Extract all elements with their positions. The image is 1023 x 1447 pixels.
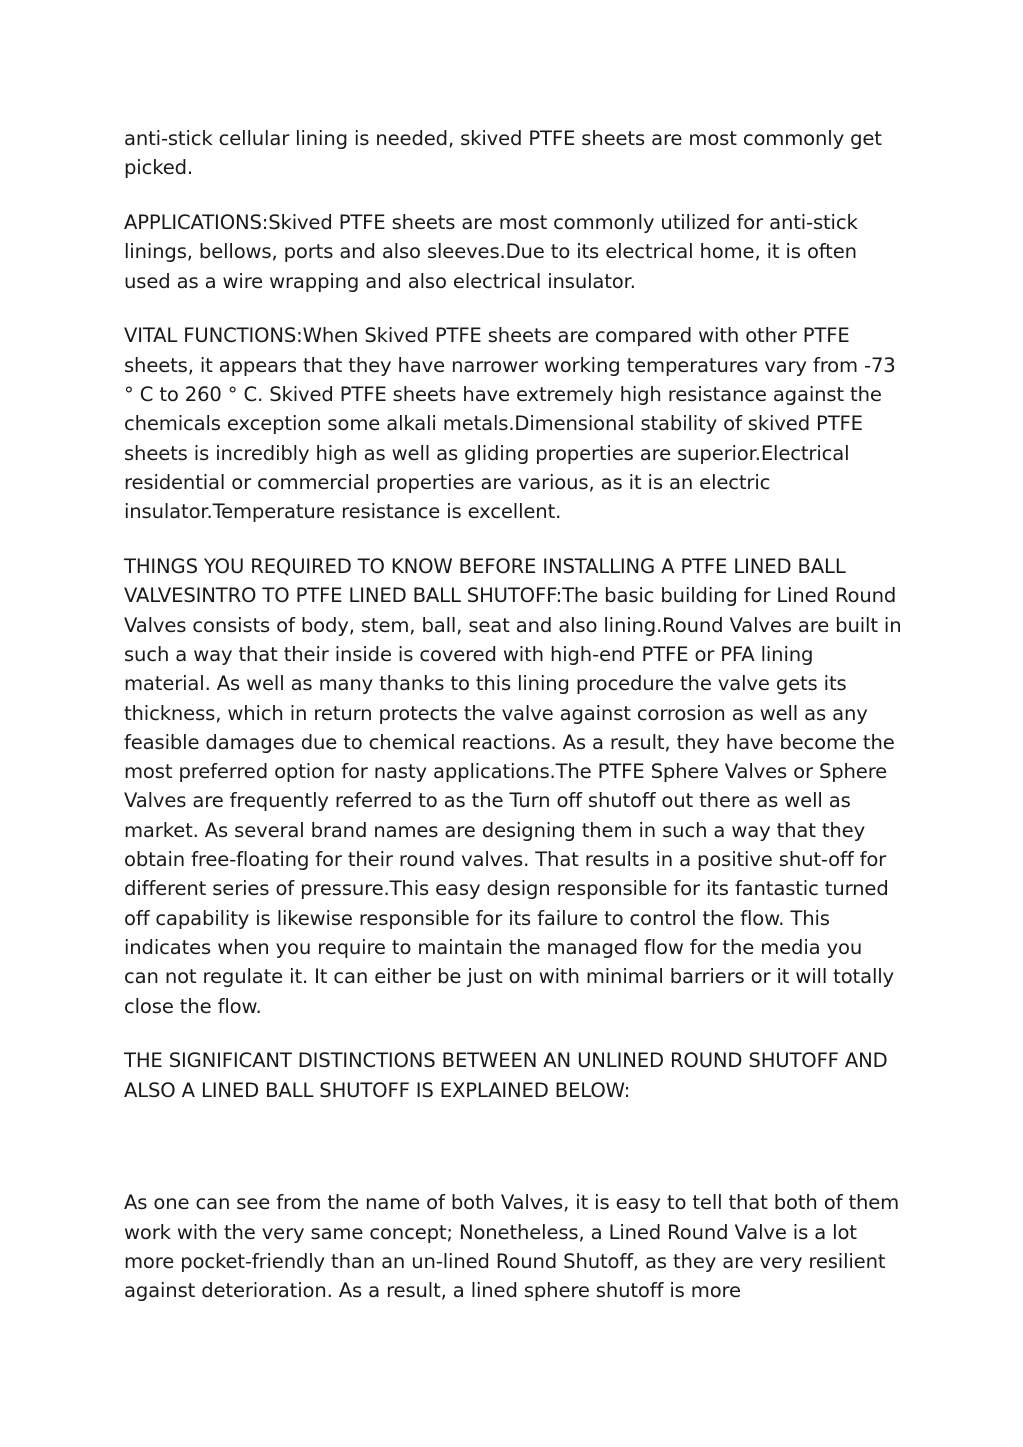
document-body xyxy=(124,124,902,1331)
blank-space xyxy=(124,1130,902,1188)
paragraph-intro-continuation: anti-stick cellular lining is needed, skived PTFE sheets are most commonly get picked. xyxy=(124,127,882,180)
paragraph-applications: APPLICATIONS:Skived PTFE sheets are most commonly utilized for anti-stick linings, bellows, ports and also sleeves.Due to its electrical home, it is often used as a wire wrapping and also electrical insulator. xyxy=(124,211,858,293)
paragraph-distinctions-heading: THE SIGNIFICANT DISTINCTIONS BETWEEN AN UNLINED ROUND SHUTOFF AND ALSO A LINED BALL SHUTOFF IS EXPLAINED BELOW: xyxy=(124,1049,888,1102)
paragraph-vital-functions: VITAL FUNCTIONS:When Skived PTFE sheets are compared with other PTFE sheets, it appears that they have narrower working temperatures vary from -73 ° C to 260 ° C. Skived PTFE sheets have extremely high resistance against the chemicals exception some alkali metals.Dimensional stability of skived PTFE sheets is incredibly high as well as gliding properties are superior.Electrical residential or commercial properties are various, as it is an electric insulator.Temperature resistance is excellent. xyxy=(124,324,896,524)
paragraph-lined-ball-valves: THINGS YOU REQUIRED TO KNOW BEFORE INSTALLING A PTFE LINED BALL VALVESINTRO TO PTFE LINED BALL SHUTOFF:The basic building for Lined Round Valves consists of body, stem, ball, seat and also lining.Round Valves are built in such a way that their inside is covered with high-end PTFE or PFA lining material. As well as many thanks to this lining procedure the valve gets its thickness, which in return protects the valve against corrosion as well as any feasible damages due to chemical reactions. As a result, they have become the most preferred option for nasty applications.The PTFE Sphere Valves or Sphere Valves are frequently referred to as the Turn off shutoff out there as well as market. As several brand names are designing them in such a way that they obtain free-floating for their round valves. That results in a positive shut-off for different series of pressure.This easy design responsible for its fantastic turned off capability is likewise responsible for its failure to control the flow. This indicates when you require to maintain the managed flow for the media you can not regulate it. It can either be just on with minimal barriers or it will totally close the flow. xyxy=(124,555,902,1018)
paragraph-valve-comparison: As one can see from the name of both Valves, it is easy to tell that both of them work with the very same concept; Nonetheless, a Lined Round Valve is a lot more pocket-friendly than an un-lined Round Shutoff, as they are very resilient against deterioration. As a result, a lined sphere shutoff is more xyxy=(124,1191,900,1303)
